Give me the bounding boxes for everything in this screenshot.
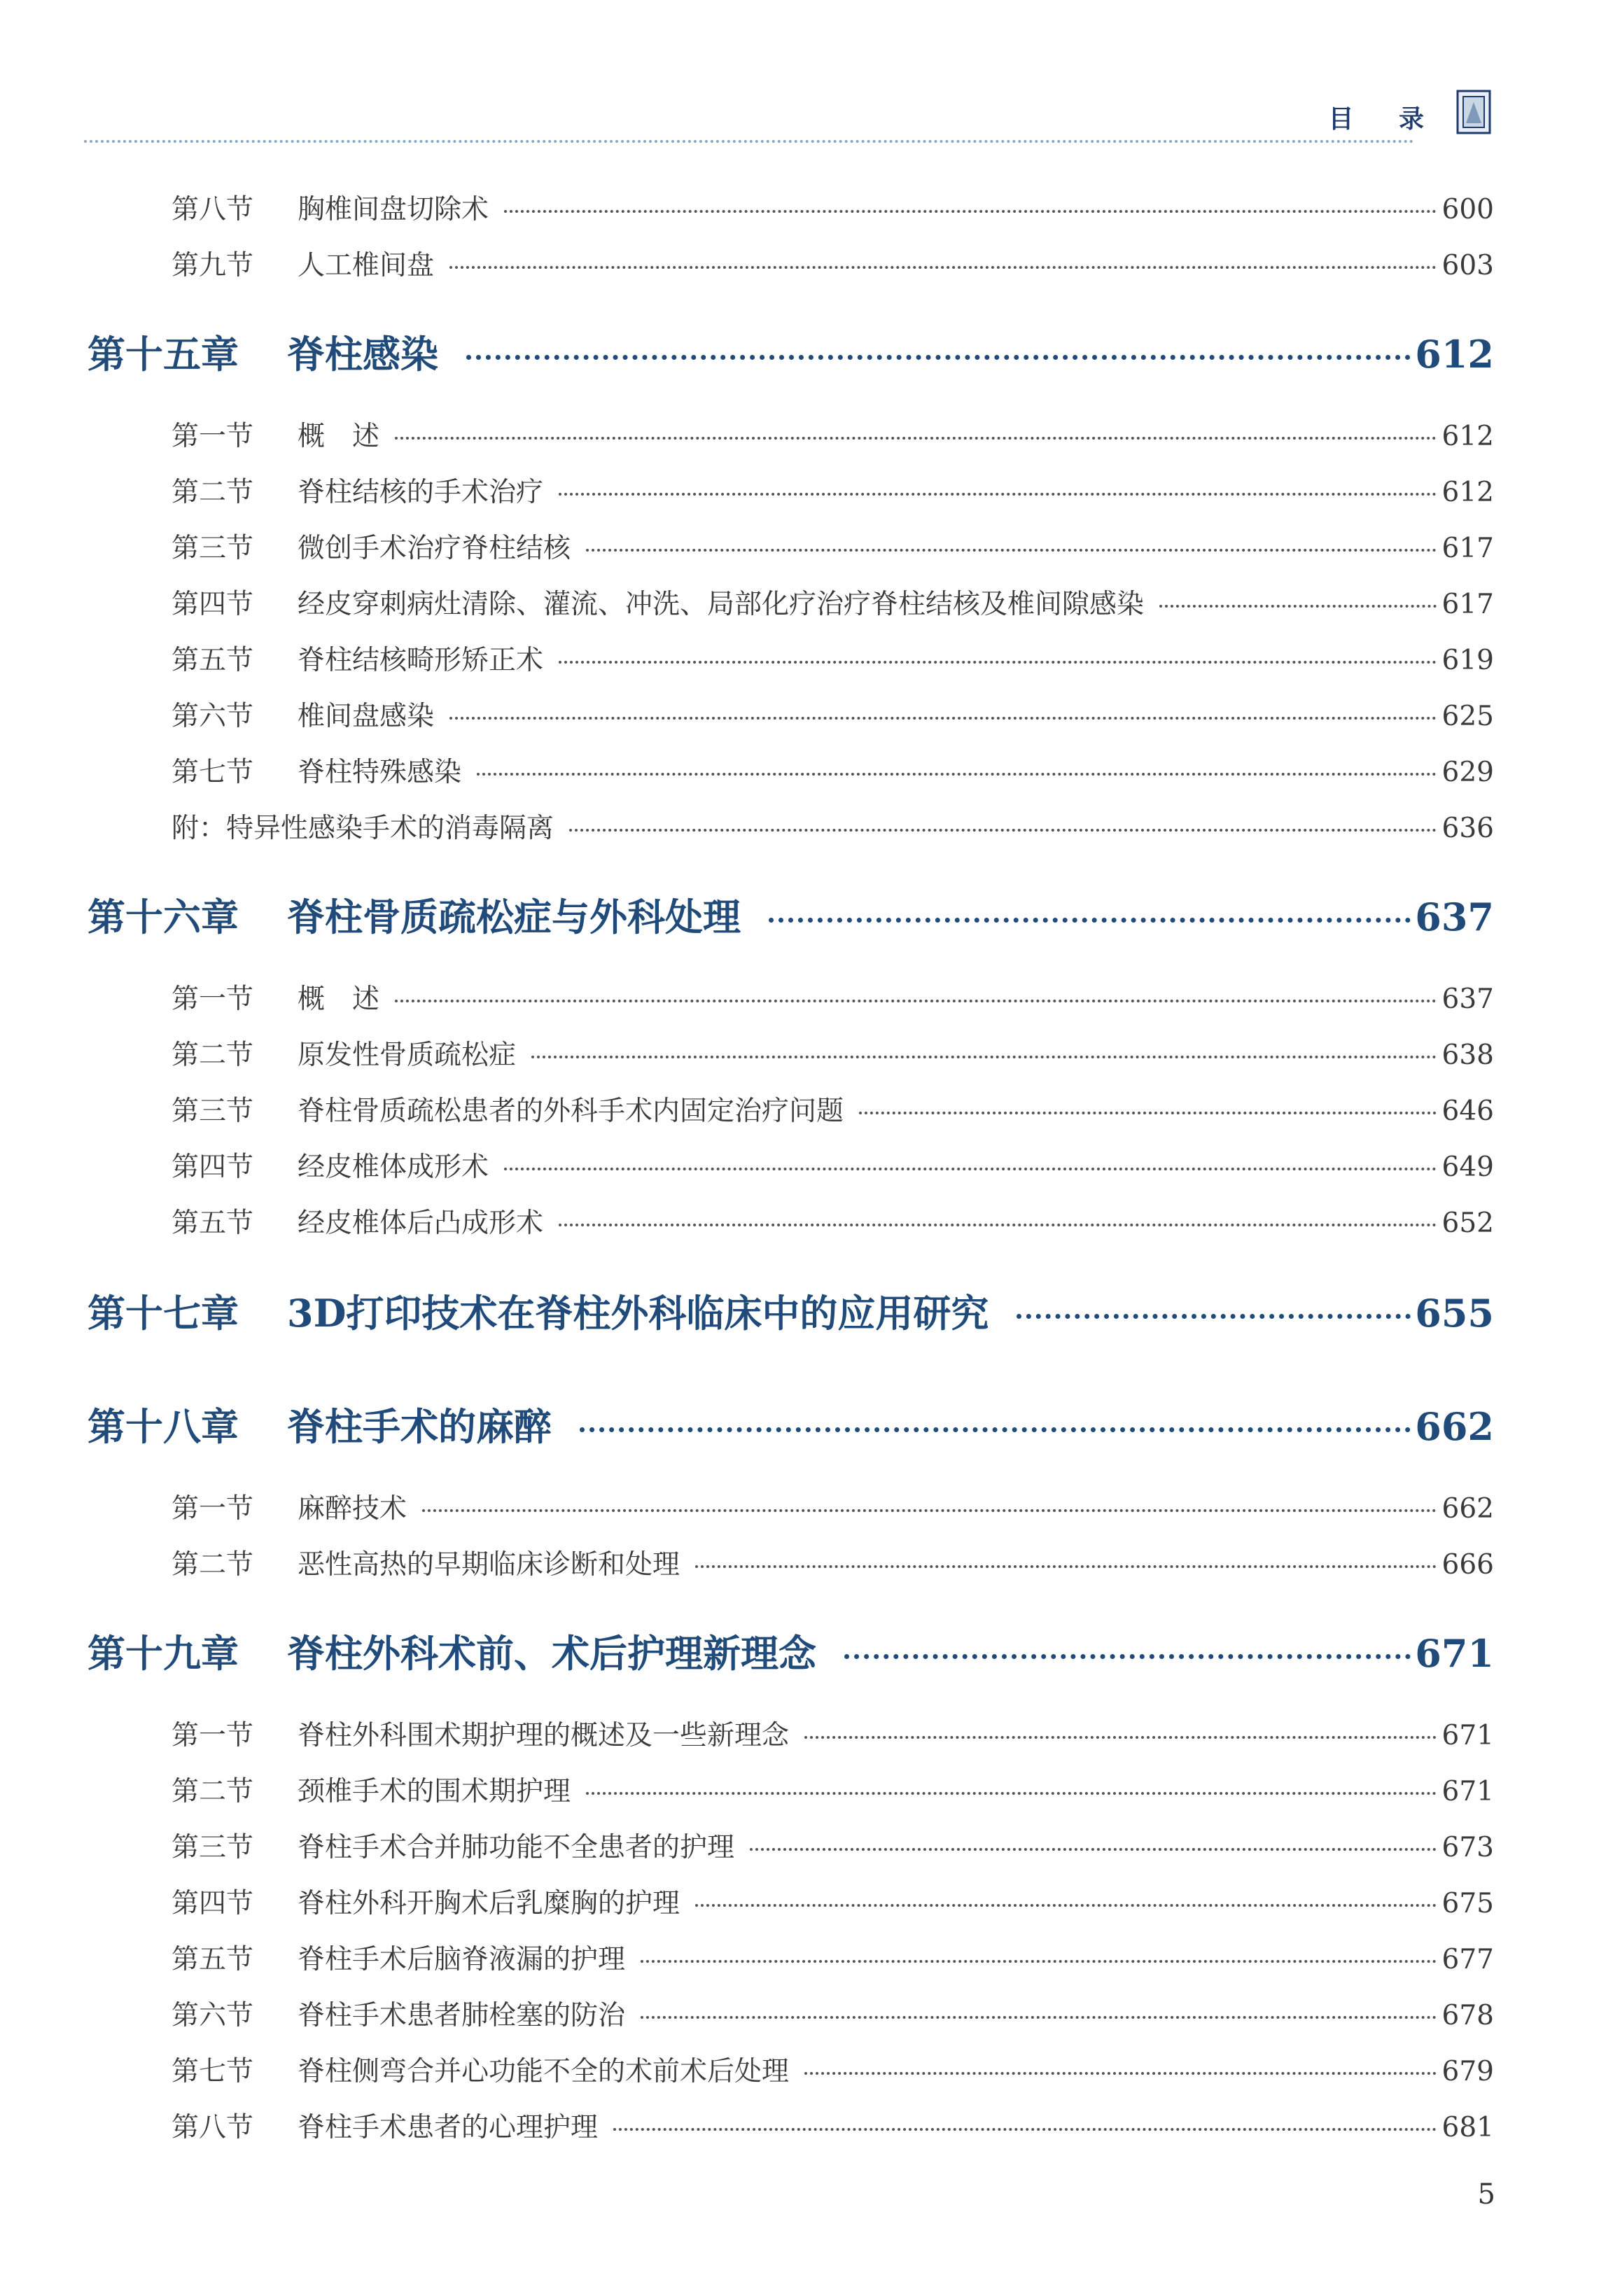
appendix-page: 636: [1441, 813, 1494, 844]
toc-chapter-row[interactable]: [88, 1624, 1494, 1678]
section-page: 675: [1441, 1888, 1494, 1919]
toc-section-row[interactable]: [172, 2106, 1494, 2145]
section-title: 经皮椎体成形术: [298, 1152, 489, 1183]
dot-leader: [395, 1000, 1437, 1002]
toc-chapter-row[interactable]: [88, 888, 1494, 941]
dot-leader: [844, 1654, 1411, 1659]
chapter-page: 637: [1415, 895, 1494, 939]
chapter-page: 612: [1415, 332, 1494, 377]
section-number: 第四节: [172, 1152, 254, 1183]
header-title: 目 录: [1328, 105, 1442, 134]
section-title: 经皮穿刺病灶清除、灌流、冲洗、局部化疗治疗脊柱结核及椎间隙感染: [298, 589, 1145, 620]
dot-leader: [613, 2128, 1437, 2131]
dot-leader: [580, 1427, 1411, 1432]
section-number: 第五节: [172, 1944, 254, 1975]
section-page: 673: [1441, 1832, 1494, 1863]
section-number: 第九节: [172, 250, 254, 281]
section-title: 脊柱结核的手术治疗: [298, 477, 544, 508]
dot-leader: [1017, 1314, 1411, 1319]
dot-leader: [559, 493, 1437, 496]
section-page: 652: [1441, 1208, 1494, 1239]
section-page: 677: [1441, 1944, 1494, 1975]
section-title: 脊柱外科围术期护理的概述及一些新理念: [298, 1720, 790, 1751]
dot-leader: [586, 1792, 1437, 1795]
section-number: 第二节: [172, 1549, 254, 1581]
section-title: 原发性骨质疏松症: [298, 1040, 517, 1071]
section-page: 666: [1441, 1549, 1494, 1581]
section-page: 617: [1441, 533, 1494, 564]
toc-section-row[interactable]: [172, 1938, 1494, 1977]
chapter-number: 第十八章: [88, 1404, 239, 1449]
dot-leader: [769, 918, 1411, 923]
toc-section-row[interactable]: [172, 526, 1494, 566]
chapter-title: 3D打印技术在脊柱外科临床中的应用研究: [287, 1291, 989, 1336]
section-title: 人工椎间盘: [298, 250, 435, 281]
toc-section-row[interactable]: [172, 582, 1494, 622]
toc-section-row[interactable]: [172, 1487, 1494, 1526]
section-number: 第五节: [172, 645, 254, 676]
dot-leader: [449, 266, 1437, 269]
section-title: 概 述: [298, 983, 380, 1015]
toc-section-row[interactable]: [172, 1882, 1494, 1921]
section-title: 颈椎手术的围术期护理: [298, 1776, 571, 1807]
section-page: 671: [1441, 1720, 1494, 1751]
section-title: 经皮椎体后凸成形术: [298, 1208, 544, 1239]
section-page: 619: [1441, 645, 1494, 676]
section-title: 胸椎间盘切除术: [298, 194, 489, 225]
section-page: 612: [1441, 421, 1494, 452]
section-page: 662: [1441, 1493, 1494, 1525]
dot-leader: [559, 661, 1437, 664]
dot-leader: [1159, 605, 1437, 608]
section-page: 629: [1441, 757, 1494, 788]
toc-section-row[interactable]: [172, 1089, 1494, 1128]
section-title: 脊柱侧弯合并心功能不全的术前术后处理: [298, 2056, 790, 2087]
section-title: 椎间盘感染: [298, 701, 435, 732]
appendix-title: 附：特异性感染手术的消毒隔离: [172, 813, 554, 844]
toc-section-row[interactable]: [172, 470, 1494, 510]
dot-leader: [695, 1904, 1437, 1907]
toc-chapter-row[interactable]: [88, 1284, 1494, 1338]
toc-appendix-row[interactable]: [172, 806, 1494, 846]
dot-leader: [504, 210, 1437, 213]
section-page: 678: [1441, 2000, 1494, 2031]
dot-leader: [477, 773, 1437, 776]
section-title: 恶性高热的早期临床诊断和处理: [298, 1549, 680, 1581]
dot-leader: [641, 1960, 1437, 1963]
toc-section-row[interactable]: [172, 1770, 1494, 1809]
chapter-title: 脊柱感染: [287, 332, 438, 377]
dot-leader: [449, 717, 1437, 720]
dot-leader: [750, 1848, 1437, 1851]
section-number: 第三节: [172, 533, 254, 564]
section-number: 第二节: [172, 1040, 254, 1071]
chapter-page: 655: [1415, 1291, 1494, 1336]
section-title: 脊柱手术后脑脊液漏的护理: [298, 1944, 626, 1975]
toc-section-row[interactable]: [172, 1145, 1494, 1184]
section-page: 600: [1441, 194, 1494, 225]
toc-section-row[interactable]: [172, 1033, 1494, 1072]
section-title: 麻醉技术: [298, 1493, 407, 1525]
section-number: 第一节: [172, 421, 254, 452]
dot-leader: [641, 2016, 1437, 2019]
section-number: 第八节: [172, 2112, 254, 2143]
section-page: 671: [1441, 1776, 1494, 1807]
dot-leader: [695, 1565, 1437, 1568]
section-number: 第四节: [172, 1888, 254, 1919]
section-number: 第七节: [172, 2056, 254, 2087]
section-number: 第三节: [172, 1832, 254, 1863]
section-title: 脊柱手术患者肺栓塞的防治: [298, 2000, 626, 2031]
section-page: 637: [1441, 983, 1494, 1015]
chapter-number: 第十六章: [88, 895, 239, 939]
dot-leader: [559, 1224, 1437, 1226]
toc-section-row[interactable]: [172, 1994, 1494, 2033]
section-page: 679: [1441, 2056, 1494, 2087]
section-number: 第六节: [172, 701, 254, 732]
section-number: 第二节: [172, 1776, 254, 1807]
toc-chapter-row[interactable]: [88, 1397, 1494, 1451]
chapter-title: 脊柱骨质疏松症与外科处理: [287, 895, 741, 939]
chapter-title: 脊柱外科术前、术后护理新理念: [287, 1631, 816, 1676]
section-title: 微创手术治疗脊柱结核: [298, 533, 571, 564]
toc-section-row[interactable]: [172, 977, 1494, 1016]
chapter-number: 第十七章: [88, 1291, 239, 1336]
dot-leader: [422, 1509, 1437, 1512]
section-number: 第七节: [172, 757, 254, 788]
section-page: 612: [1441, 477, 1494, 508]
chapter-number: 第十五章: [88, 332, 239, 377]
dot-leader: [804, 2072, 1437, 2075]
section-title: 脊柱手术合并肺功能不全患者的护理: [298, 1832, 735, 1863]
chapter-title: 脊柱手术的麻醉: [287, 1404, 552, 1449]
toc-section-row[interactable]: [172, 1826, 1494, 1865]
chapter-number: 第十九章: [88, 1631, 239, 1676]
toc-section-row[interactable]: [172, 694, 1494, 734]
dot-leader: [859, 1112, 1437, 1114]
toc-section-row[interactable]: [172, 1543, 1494, 1582]
dot-leader: [466, 355, 1411, 360]
section-number: 第三节: [172, 1096, 254, 1127]
dot-leader: [569, 829, 1437, 832]
toc-section-row[interactable]: [172, 244, 1494, 283]
section-title: 脊柱结核畸形矫正术: [298, 645, 544, 676]
section-title: 脊柱特殊感染: [298, 757, 462, 788]
section-title: 脊柱骨质疏松患者的外科手术内固定治疗问题: [298, 1096, 844, 1127]
toc-section-row[interactable]: [172, 750, 1494, 790]
section-title: 概 述: [298, 421, 380, 452]
chapter-page: 662: [1415, 1404, 1494, 1449]
section-page: 603: [1441, 250, 1494, 281]
chapter-page: 671: [1415, 1631, 1494, 1676]
section-number: 第一节: [172, 983, 254, 1015]
toc-section-row[interactable]: [172, 1714, 1494, 1753]
toc-section-row[interactable]: [172, 1201, 1494, 1240]
section-page: 681: [1441, 2112, 1494, 2143]
dot-leader: [504, 1168, 1437, 1170]
toc-section-row[interactable]: [172, 188, 1494, 227]
section-number: 第四节: [172, 589, 254, 620]
section-number: 第一节: [172, 1720, 254, 1751]
section-number: 第二节: [172, 477, 254, 508]
section-page: 646: [1441, 1096, 1494, 1127]
dot-leader: [395, 437, 1437, 440]
section-page: 617: [1441, 589, 1494, 620]
section-number: 第五节: [172, 1208, 254, 1239]
section-page: 638: [1441, 1040, 1494, 1071]
toc-chapter-row[interactable]: [88, 325, 1494, 379]
dot-leader: [586, 549, 1437, 552]
toc-section-row[interactable]: [172, 638, 1494, 678]
dot-leader: [531, 1056, 1437, 1058]
dot-leader: [804, 1736, 1437, 1739]
section-title: 脊柱外科开胸术后乳糜胸的护理: [298, 1888, 680, 1919]
toc-section-row[interactable]: [172, 2050, 1494, 2089]
section-page: 649: [1441, 1152, 1494, 1183]
section-number: 第八节: [172, 194, 254, 225]
section-title: 脊柱手术患者的心理护理: [298, 2112, 599, 2143]
section-page: 625: [1441, 701, 1494, 732]
section-number: 第六节: [172, 2000, 254, 2031]
page-number: 5: [1477, 2178, 1495, 2211]
toc-section-row[interactable]: [172, 414, 1494, 454]
section-number: 第一节: [172, 1493, 254, 1525]
